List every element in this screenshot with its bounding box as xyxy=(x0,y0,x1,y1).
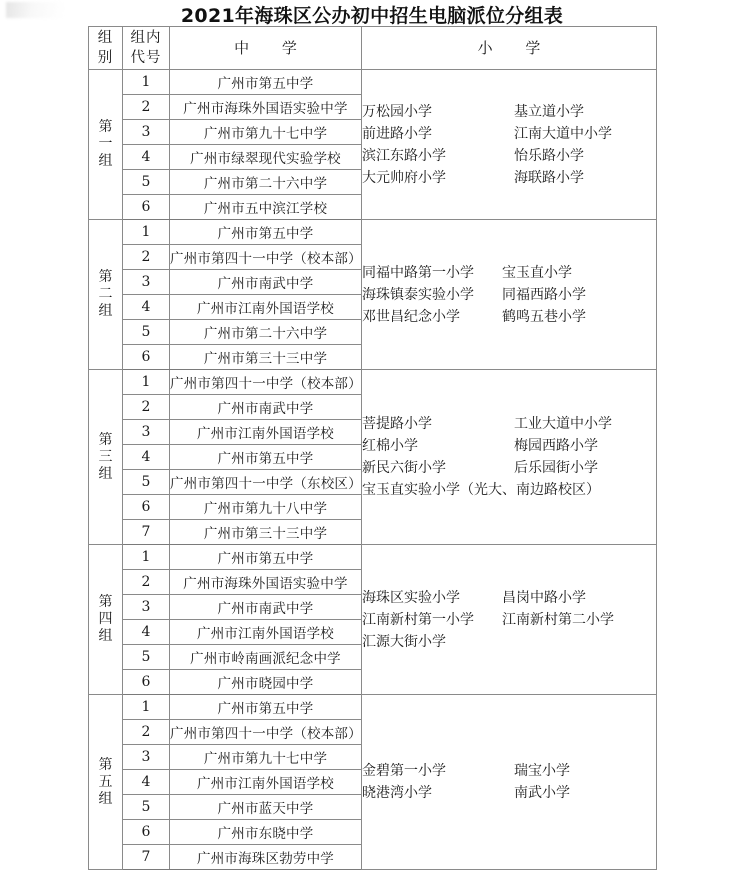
group-label-cell xyxy=(89,695,123,870)
primary-school-name: 汇源大街小学 xyxy=(362,633,446,650)
group-internal-code-cell: 1 xyxy=(123,545,170,570)
primary-school-name: 昌岗中路小学 xyxy=(502,589,586,606)
primary-school-line xyxy=(362,479,656,501)
group-internal-code-cell: 4 xyxy=(123,295,170,320)
middle-school-cell: 广州市南武中学 xyxy=(170,595,362,620)
primary-school-cell xyxy=(362,70,657,220)
group-internal-code-cell: 1 xyxy=(123,695,170,720)
group-internal-code-cell: 6 xyxy=(123,495,170,520)
group-internal-code-cell: 2 xyxy=(123,720,170,745)
column-header-code xyxy=(123,27,170,70)
group-internal-code-cell: 5 xyxy=(123,645,170,670)
group-label-char: 二 xyxy=(98,286,113,302)
primary-school-line xyxy=(362,145,656,167)
primary-school-name: 后乐园街小学 xyxy=(514,460,598,476)
group-label-char: 组 xyxy=(98,628,113,644)
primary-school-name: 大元帅府小学 xyxy=(362,169,446,186)
group-internal-code-cell: 3 xyxy=(123,595,170,620)
group-label-cell xyxy=(89,70,123,220)
table-row xyxy=(89,370,657,395)
placement-table-container xyxy=(88,26,656,870)
group-internal-code-cell: 6 xyxy=(123,195,170,220)
group-label-char: 组 xyxy=(98,790,113,807)
primary-school-name: 海珠区实验小学 xyxy=(362,589,460,606)
primary-school-name: 新民六街小学 xyxy=(362,460,446,476)
primary-school-name: 南武小学 xyxy=(514,785,570,801)
group-internal-code-cell: 3 xyxy=(123,270,170,295)
primary-school-line xyxy=(362,123,656,145)
primary-school-name: 菩提路小学 xyxy=(362,416,432,432)
group-internal-code-cell: 1 xyxy=(123,70,170,95)
middle-school-cell: 广州市蓝天中学 xyxy=(170,795,362,820)
group-internal-code-cell: 5 xyxy=(123,795,170,820)
primary-school-name: 梅园西路小学 xyxy=(514,438,598,454)
middle-school-cell: 广州市第二十六中学 xyxy=(170,320,362,345)
column-header-group xyxy=(89,27,123,70)
group-internal-code-cell: 6 xyxy=(123,820,170,845)
primary-school-line xyxy=(362,435,656,457)
group-label-cell xyxy=(89,370,123,545)
middle-school-cell: 广州市江南外国语学校 xyxy=(170,770,362,795)
middle-school-cell: 广州市第五中学 xyxy=(170,70,362,95)
group-label-char: 第 xyxy=(98,119,113,135)
middle-school-cell: 广州市江南外国语学校 xyxy=(170,420,362,445)
middle-school-cell: 广州市海珠外国语实验中学 xyxy=(170,570,362,595)
group-label-char: 第 xyxy=(98,431,113,448)
group-label-char: 组 xyxy=(98,303,113,319)
middle-school-cell: 广州市第四十一中学（校本部） xyxy=(170,370,362,395)
middle-school-cell: 广州市第五中学 xyxy=(170,695,362,720)
primary-school-line xyxy=(362,101,656,123)
group-internal-code-cell: 5 xyxy=(123,170,170,195)
primary-school-line xyxy=(362,306,656,328)
table-header xyxy=(89,27,657,70)
middle-school-cell: 广州市第三十三中学 xyxy=(170,345,362,370)
primary-school-line xyxy=(362,760,656,782)
middle-school-cell: 广州市南武中学 xyxy=(170,395,362,420)
group-internal-code-cell: 3 xyxy=(123,745,170,770)
primary-school-name: 海珠镇泰实验小学 xyxy=(362,286,474,303)
primary-school-name: 江南新村第二小学 xyxy=(502,611,614,628)
primary-school-cell xyxy=(362,695,657,870)
primary-school-line xyxy=(362,284,656,306)
middle-school-cell: 广州市东晓中学 xyxy=(170,820,362,845)
primary-school-name: 瑞宝小学 xyxy=(514,763,570,779)
middle-school-cell: 广州市海珠区勃劳中学 xyxy=(170,845,362,870)
group-internal-code-cell: 7 xyxy=(123,520,170,545)
group-internal-code-cell: 3 xyxy=(123,420,170,445)
group-internal-code-cell: 3 xyxy=(123,120,170,145)
primary-school-cell xyxy=(362,370,657,545)
middle-school-cell: 广州市第四十一中学（校本部） xyxy=(170,245,362,270)
middle-school-cell: 广州市第九十七中学 xyxy=(170,745,362,770)
group-internal-code-cell: 2 xyxy=(123,395,170,420)
group-internal-code-cell: 4 xyxy=(123,770,170,795)
table-row xyxy=(89,695,657,720)
primary-school-line xyxy=(362,262,656,284)
group-internal-code-cell: 2 xyxy=(123,95,170,120)
group-internal-code-cell: 2 xyxy=(123,245,170,270)
table-row xyxy=(89,220,657,245)
middle-school-cell: 广州市第五中学 xyxy=(170,545,362,570)
group-internal-code-cell: 4 xyxy=(123,445,170,470)
primary-school-name: 前进路小学 xyxy=(362,125,432,142)
middle-school-cell: 广州市南武中学 xyxy=(170,270,362,295)
middle-school-cell: 广州市江南外国语学校 xyxy=(170,620,362,645)
column-header-group-line2: 别 xyxy=(97,50,114,66)
group-label-char: 组 xyxy=(98,465,113,482)
page-title: 2021年海珠区公办初中招生电脑派位分组表 xyxy=(180,5,564,27)
group-internal-code-cell: 4 xyxy=(123,620,170,645)
primary-school-list xyxy=(362,760,656,804)
middle-school-cell: 广州市第三十三中学 xyxy=(170,520,362,545)
primary-school-cell xyxy=(362,220,657,370)
placement-table xyxy=(88,26,657,870)
primary-school-line xyxy=(362,457,656,479)
primary-school-name: 万松园小学 xyxy=(362,103,432,120)
primary-school-list xyxy=(362,413,656,501)
primary-school-line xyxy=(362,167,656,189)
group-label-char: 组 xyxy=(98,153,113,169)
primary-school-name: 海联路小学 xyxy=(514,169,584,186)
primary-school-line xyxy=(362,609,656,631)
group-label-char: 一 xyxy=(98,136,113,152)
middle-school-cell: 广州市海珠外国语实验中学 xyxy=(170,95,362,120)
column-header-primary-school: 小 学 xyxy=(362,27,657,70)
middle-school-cell: 广州市江南外国语学校 xyxy=(170,295,362,320)
primary-school-line xyxy=(362,413,656,435)
group-label-char: 第 xyxy=(98,756,113,773)
table-body xyxy=(89,70,657,870)
column-header-group-line1: 组 xyxy=(97,30,114,46)
primary-school-name: 基立道小学 xyxy=(514,103,584,120)
primary-school-cell xyxy=(362,545,657,695)
group-internal-code-cell: 1 xyxy=(123,370,170,395)
primary-school-name: 金碧第一小学 xyxy=(362,763,446,779)
table-row xyxy=(89,70,657,95)
middle-school-cell: 广州市第五中学 xyxy=(170,220,362,245)
group-internal-code-cell: 6 xyxy=(123,670,170,695)
group-internal-code-cell: 7 xyxy=(123,845,170,870)
primary-school-name: 宝玉直小学 xyxy=(502,264,572,281)
primary-school-line xyxy=(362,782,656,804)
column-header-middle-school: 中 学 xyxy=(170,27,362,70)
column-header-code-line2: 代号 xyxy=(130,50,162,66)
group-label-char: 第 xyxy=(98,594,113,610)
primary-school-name: 怡乐路小学 xyxy=(514,147,584,164)
primary-school-name: 鹤鸣五巷小学 xyxy=(502,308,586,325)
primary-school-name: 工业大道中小学 xyxy=(514,416,612,432)
middle-school-cell: 广州市岭南画派纪念中学 xyxy=(170,645,362,670)
primary-school-name: 宝玉直实验小学（光大、南边路校区） xyxy=(362,482,600,498)
group-label-char: 第 xyxy=(98,269,113,285)
group-internal-code-cell: 2 xyxy=(123,570,170,595)
middle-school-cell: 广州市第九十八中学 xyxy=(170,495,362,520)
group-internal-code-cell: 4 xyxy=(123,145,170,170)
group-label-char: 三 xyxy=(98,448,113,465)
group-internal-code-cell: 1 xyxy=(123,220,170,245)
group-label-cell xyxy=(89,545,123,695)
primary-school-name: 滨江东路小学 xyxy=(362,147,446,164)
primary-school-line xyxy=(362,587,656,609)
group-internal-code-cell: 6 xyxy=(123,345,170,370)
column-header-code-line1: 组内 xyxy=(130,30,162,46)
middle-school-cell: 广州市第四十一中学（校本部） xyxy=(170,720,362,745)
primary-school-name: 红棉小学 xyxy=(362,438,418,454)
primary-school-list xyxy=(362,587,656,653)
primary-school-name: 晓港湾小学 xyxy=(362,785,432,801)
primary-school-line xyxy=(362,631,656,653)
primary-school-name: 同福中路第一小学 xyxy=(362,264,474,281)
middle-school-cell: 广州市第二十六中学 xyxy=(170,170,362,195)
middle-school-cell: 广州市晓园中学 xyxy=(170,670,362,695)
middle-school-cell: 广州市第五中学 xyxy=(170,445,362,470)
primary-school-name: 同福西路小学 xyxy=(502,286,586,303)
primary-school-name: 邓世昌纪念小学 xyxy=(362,308,460,325)
primary-school-list xyxy=(362,262,656,328)
group-label-cell xyxy=(89,220,123,370)
group-internal-code-cell: 5 xyxy=(123,320,170,345)
table-row xyxy=(89,545,657,570)
primary-school-name: 江南大道中小学 xyxy=(514,125,612,142)
middle-school-cell: 广州市五中滨江学校 xyxy=(170,195,362,220)
group-label-char: 五 xyxy=(98,773,113,790)
group-internal-code-cell: 5 xyxy=(123,470,170,495)
group-label-char: 四 xyxy=(98,611,113,627)
header-row xyxy=(89,27,657,70)
middle-school-cell: 广州市第四十一中学（东校区） xyxy=(170,470,362,495)
primary-school-name: 江南新村第一小学 xyxy=(362,611,474,628)
primary-school-list xyxy=(362,101,656,189)
middle-school-cell: 广州市绿翠现代实验学校 xyxy=(170,145,362,170)
middle-school-cell: 广州市第九十七中学 xyxy=(170,120,362,145)
